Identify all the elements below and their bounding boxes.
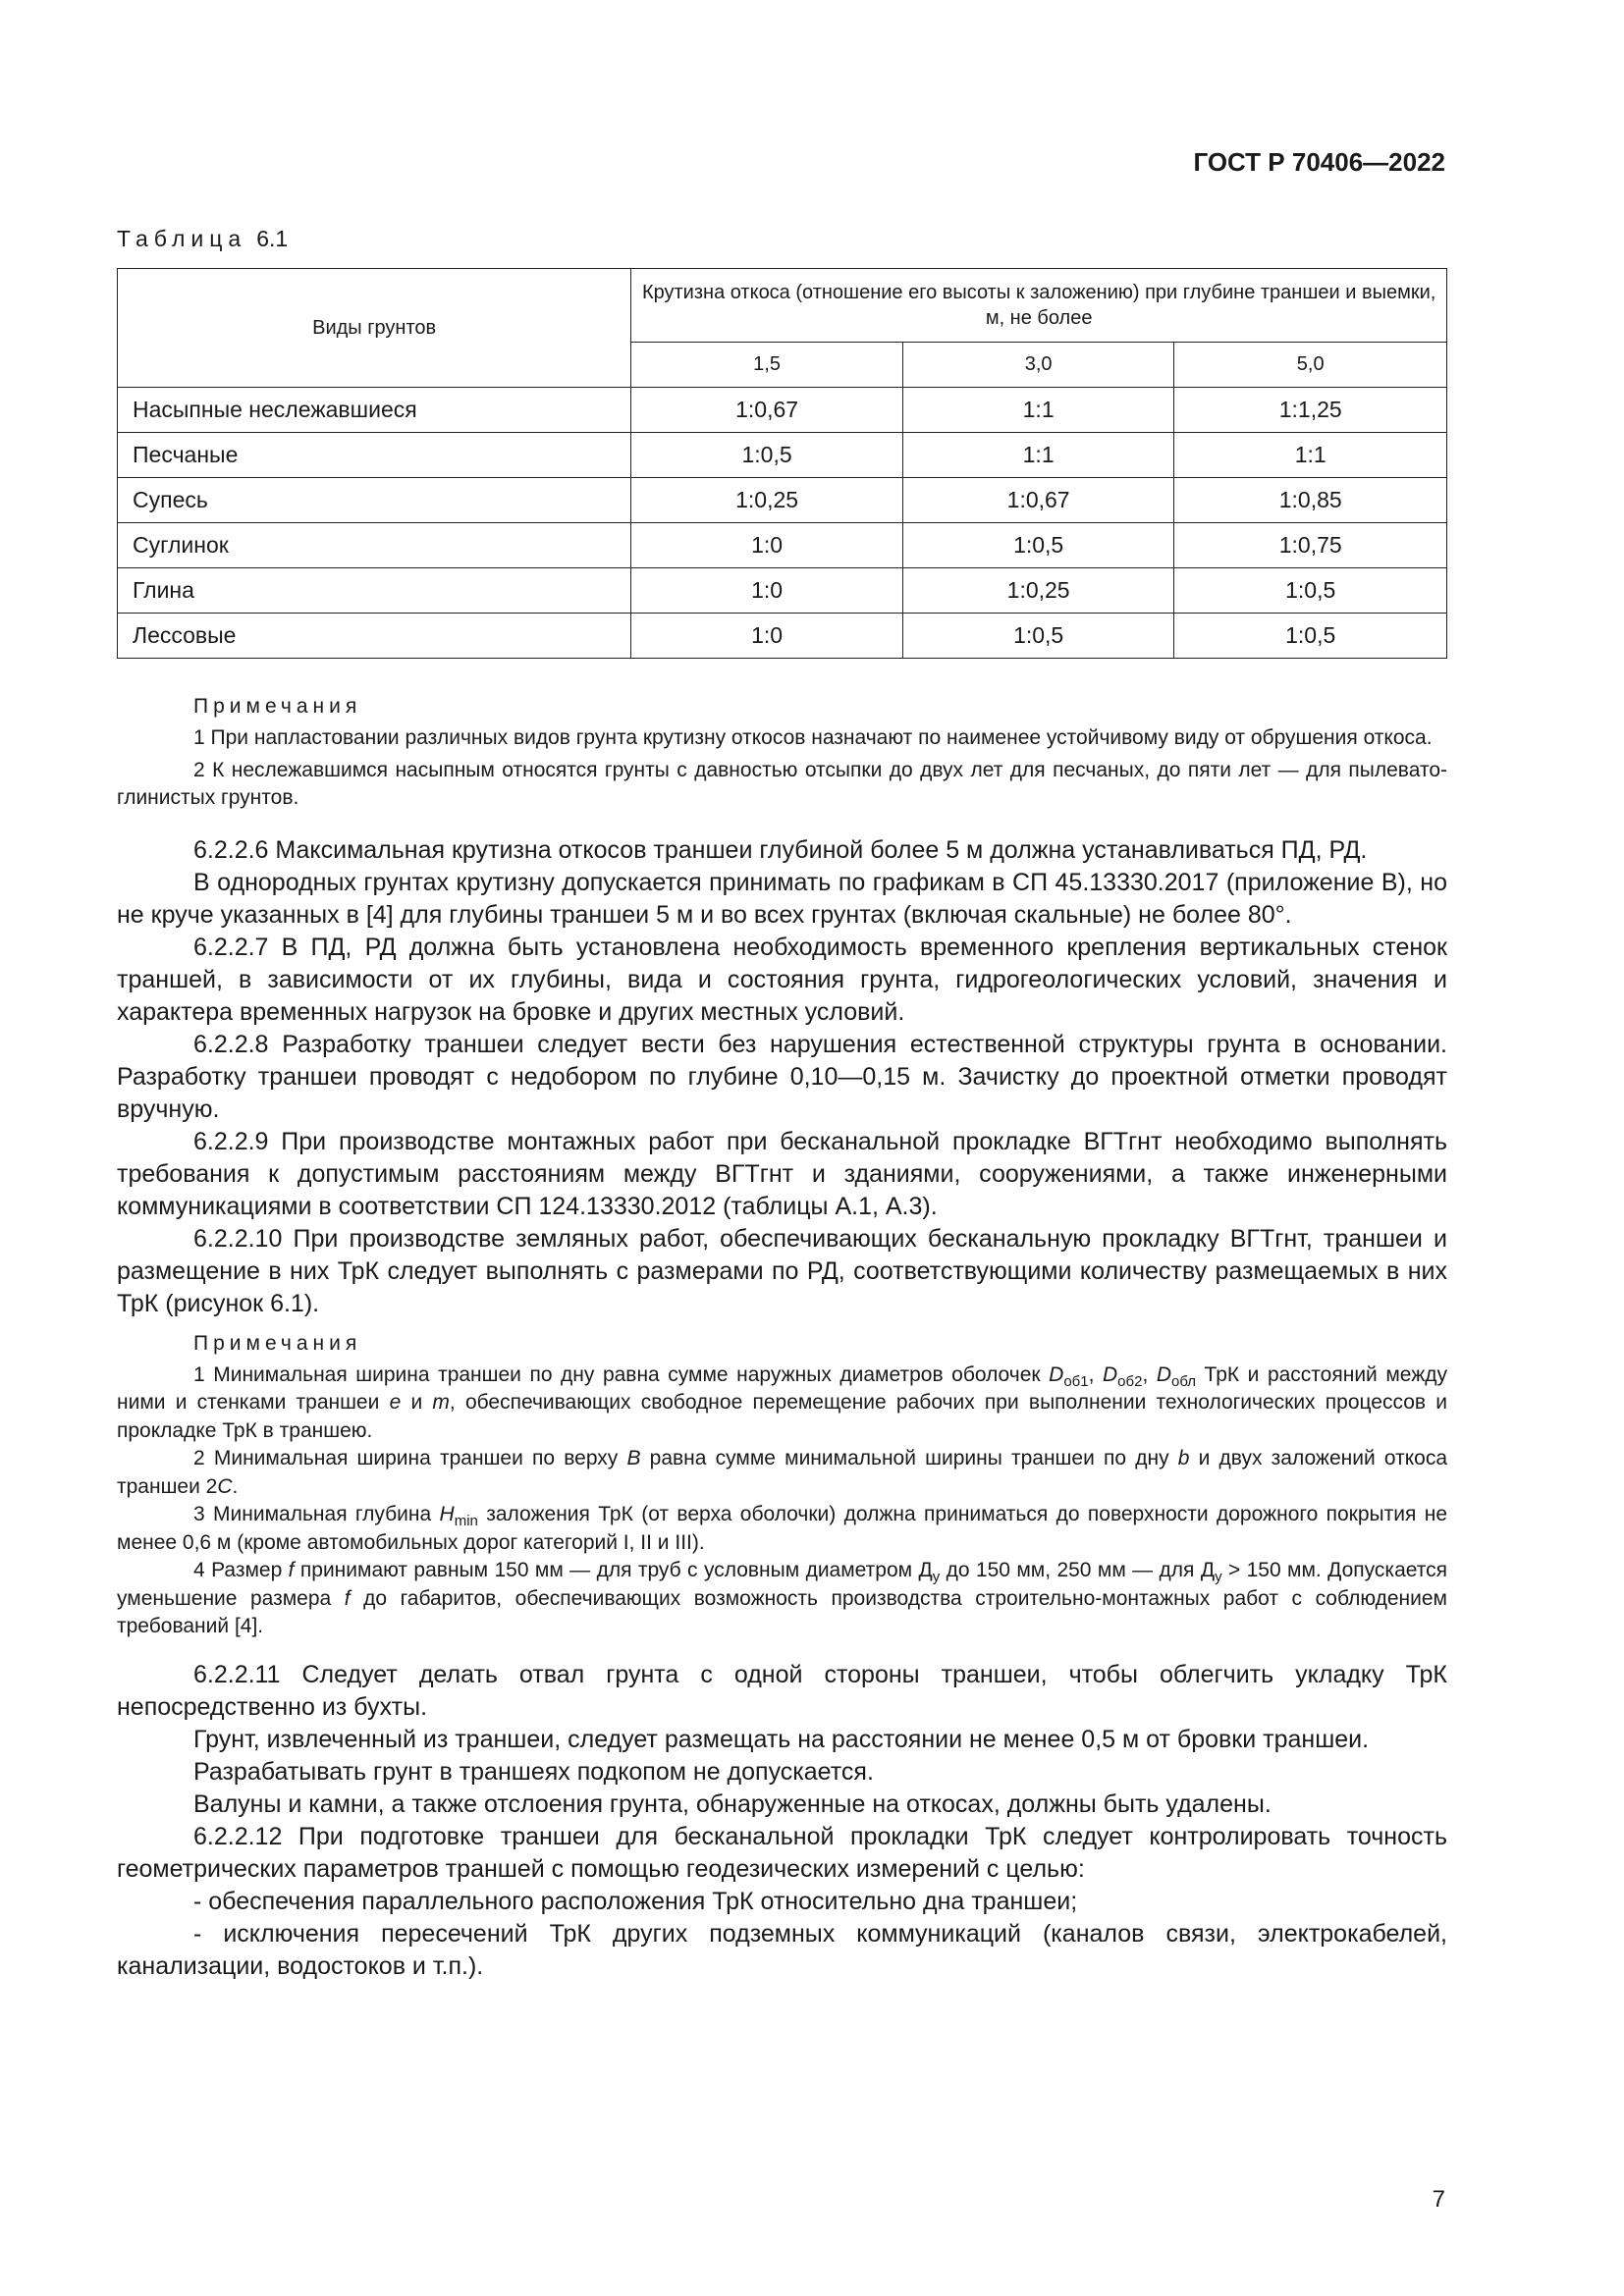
soil-name: Насыпные неслежавшиеся (118, 388, 631, 433)
slope-value: 1:0,5 (1174, 614, 1447, 659)
note-item: 1 Минимальная ширина траншеи по дну равна сумме наружных диаметров оболочек $D_{об1}$, $D_{об2}$, $D_{обл}$ ТрК и расстояний между ними и стенками траншеи e и m, обеспечивающих свободное перемещение рабочих при выполнении технологических процессов и прокладке ТрК в траншею. (117, 1362, 1448, 1442)
notes-title: Примечания (193, 695, 362, 718)
paragraph: 6.2.2.6 Максимальная крутизна откосов траншеи глубиной более 5 м должна устанавливаться ПД, РД. (193, 835, 1368, 864)
slope-value: 1:1,25 (1174, 388, 1447, 433)
slope-value: 1:0,5 (631, 433, 903, 478)
table-row (118, 388, 1447, 433)
paragraph: 6.2.2.9 При производстве монтажных работ при бесканальной прокладке ВГТгнт необходимо выполнять требования к допустимым расстояниям между ВГТгнт и зданиями, сооружениями, а также инженерными коммуникациями в соответствии СП 124.13330.2012 (таблицы А.1, А.3). (117, 1127, 1447, 1220)
slope-value: 1:0,5 (902, 614, 1174, 659)
soil-name: Суглинок (118, 523, 631, 568)
soil-name: Супесь (118, 478, 631, 523)
slope-value: 1:1 (1174, 433, 1447, 478)
slope-value: 1:0 (631, 568, 903, 614)
paragraph: Грунт, извлеченный из траншеи, следует размещать на расстоянии не менее 0,5 м от бровки траншеи. (193, 1725, 1370, 1753)
paragraph: - обеспечения параллельного расположения ТрК относительно дна траншеи; (193, 1887, 1078, 1915)
paragraph: В однородных грунтах крутизну допускается принимать по графикам в СП 45.13330.2017 (приложение В), но не круче указанных в [4] для глубины траншеи 5 м и во всех грунтах (включая скальные) не более 80°. (117, 868, 1447, 929)
header-soil-types: Виды грунтов (118, 269, 631, 388)
table-row (118, 614, 1447, 659)
table-row (118, 568, 1447, 614)
soil-name: Глина (118, 568, 631, 614)
slope-value: 1:0,25 (902, 568, 1174, 614)
slope-value: 1:1 (902, 388, 1174, 433)
note-item: 3 Минимальная глубина $H_{min}$ заложения ТрК (от верха оболочки) должна приниматься до поверхности дорожного покрытия не менее 0,6 м (кроме автомобильных дорог категорий I, II и III). (117, 1503, 1447, 1554)
paragraph: 6.2.2.10 При производстве земляных работ, обеспечивающих бесканальную прокладку ВГТгнт, траншеи и размещение в них ТрК следует выполнять с размерами по РД, соответствующими количеству размещаемых в них ТрК (рисунок 6.1). (117, 1224, 1447, 1317)
paragraph: 6.2.2.8 Разработку траншеи следует вести без нарушения естественной структуры грунта в основании. Разработку траншеи проводят с недобором по глубине 0,10—0,15 м. Зачистку до проектной отметки проводят вручную. (117, 1030, 1447, 1123)
table-row (118, 523, 1447, 568)
slope-value: 1:0,5 (1174, 568, 1447, 614)
table-caption-label: Таблица (117, 226, 247, 251)
paragraph: - исключения пересечений ТрК других подземных коммуникаций (каналов связи, электрокабелей, канализации, водостоков и т.п.). (117, 1919, 1447, 1980)
soil-name: Лессовые (118, 614, 631, 659)
notes-block-1 (117, 693, 1447, 813)
paragraph: 6.2.2.12 При подготовке траншеи для бесканальной прокладки ТрК следует контролировать точность геометрических параметров траншей с помощью геодезических измерений с целью: (117, 1822, 1447, 1883)
slope-value: 1:0,75 (1174, 523, 1447, 568)
paragraph: Разрабатывать грунт в траншеях подкопом не допускается. (193, 1757, 874, 1786)
slope-value: 1:0,67 (631, 388, 903, 433)
table-row (118, 433, 1447, 478)
note-item: 2 К неслежавшимся насыпным относятся грунты с давностью отсыпки до двух лет для песчаных, до пяти лет — для пылевато-глинистых грунтов. (117, 758, 1447, 809)
body-text (117, 693, 1447, 1983)
notes-title: Примечания (193, 1331, 362, 1355)
paragraph: 6.2.2.7 В ПД, РД должна быть установлена необходимость временного крепления вертикальных стенок траншей, в зависимости от их глубины, вида и состояния грунта, гидрогеологических условий, значения и характера временных нагрузок на бровке и других местных условий. (117, 933, 1447, 1026)
header-depth: 3,0 (902, 343, 1174, 388)
page-number: 7 (1432, 2186, 1445, 2213)
slope-value: 1:0 (631, 523, 903, 568)
note-item: 1 При напластовании различных видов грунта крутизну откосов назначают по наименее устойчивому виду от обрушения откоса. (193, 726, 1433, 749)
slope-value: 1:1 (902, 433, 1174, 478)
slope-table (117, 268, 1447, 659)
header-slope: Крутизна откоса (отношение его высоты к заложению) при глубине траншеи и выемки, м, не более (631, 269, 1447, 343)
soil-name: Песчаные (118, 433, 631, 478)
header-depth: 1,5 (631, 343, 903, 388)
paragraph: 6.2.2.11 Следует делать отвал грунта с одной стороны траншеи, чтобы облегчить укладку ТрК непосредственно из бухты. (117, 1660, 1447, 1721)
notes-block-2 (117, 1330, 1447, 1641)
slope-value: 1:0,25 (631, 478, 903, 523)
table-row (118, 478, 1447, 523)
slope-value: 1:0,67 (902, 478, 1174, 523)
note-item: 4 Размер f принимают равным 150 мм — для труб с условным диаметром $Д_у$ до 150 мм, 250 мм — для $Д_у > 150$ мм. Допускается уменьшение размера f до габаритов, обеспечивающих возможность производства строительно-монтажных работ с соблюдением требований [4]. (117, 1559, 1447, 1637)
note-item: 2 Минимальная ширина траншеи по верху B равна сумме минимальной ширины траншеи по дну b и двух заложений откоса траншеи 2C. (117, 1447, 1447, 1498)
document-id: ГОСТ Р 70406—2022 (1193, 147, 1445, 177)
table-caption-number: 6.1 (256, 226, 289, 251)
header-depth: 5,0 (1174, 343, 1447, 388)
table-caption (117, 226, 288, 252)
slope-value: 1:0,5 (902, 523, 1174, 568)
slope-value: 1:0,85 (1174, 478, 1447, 523)
slope-value: 1:0 (631, 614, 903, 659)
paragraph: Валуны и камни, а также отслоения грунта, обнаруженные на откосах, должны быть удалены. (193, 1789, 1272, 1818)
